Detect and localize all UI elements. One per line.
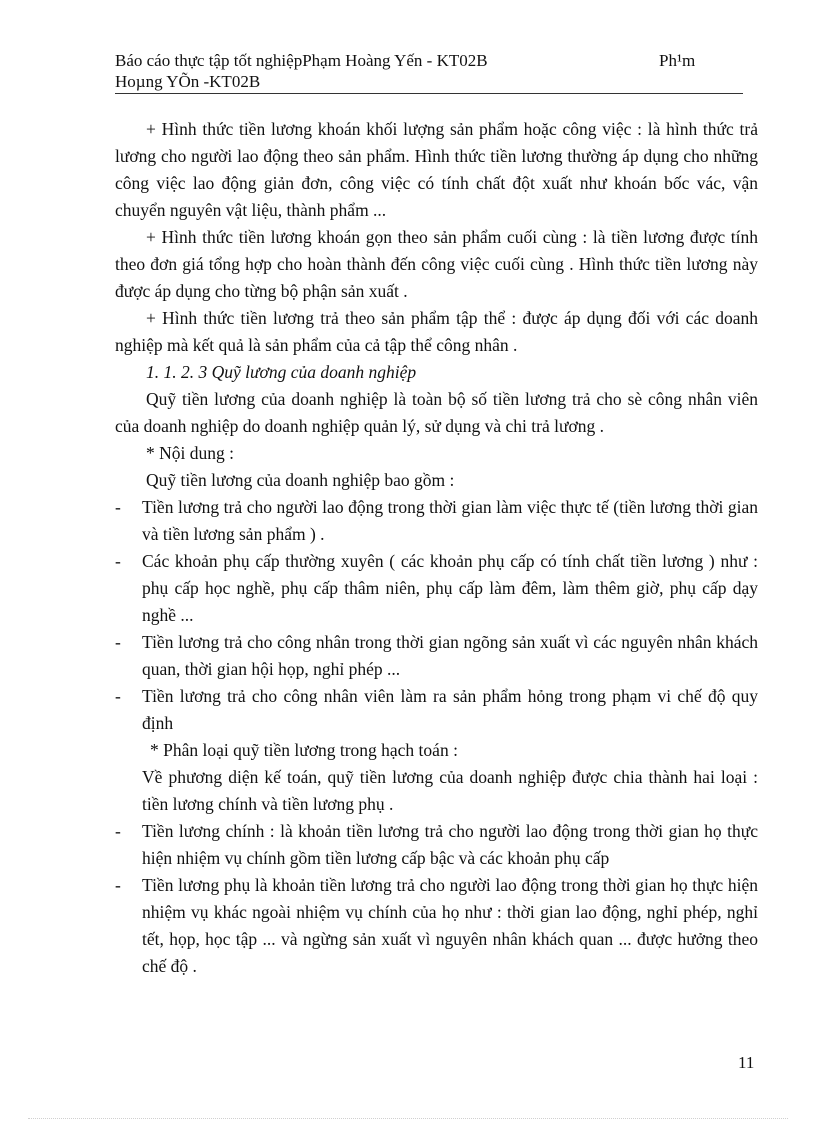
- bullet-dash: -: [115, 497, 121, 517]
- header-right-text: Ph¹m: [659, 51, 696, 70]
- list-item: [115, 629, 758, 683]
- bullet-dash: -: [115, 551, 121, 571]
- header-author-line: Hoµng YÕn -KT02B: [115, 72, 261, 91]
- bullet-dash: -: [115, 821, 121, 841]
- list-item: [115, 494, 758, 548]
- list-item-text: Tiền lương trả cho người lao động trong thời gian làm việc thực tế (tiền lương thời gian và tiền lương sản phẩm ) .: [142, 497, 758, 544]
- paragraph-quy-luong-definition: Quỹ tiền lương của doanh nghiệp là toàn bộ số tiền lương trả cho sè công nhân viên của doanh nghiệp do doanh nghiệp quản lý, sử dụng và chi trả lương .: [115, 389, 758, 436]
- list-item: [115, 548, 758, 629]
- list-item-text: Tiền lương phụ là khoản tiền lương trả cho người lao động trong thời gian họ thực hiện nhiệm vụ khác ngoài nhiệm vụ chính của họ như : thời gian lao động, nghỉ phép, nghỉ tết, họp, học tập ... và ngừng sản xuất vì nguyên nhân khách quan ... được hưởng theo chế độ .: [142, 875, 758, 976]
- section-heading: 1. 1. 2. 3 Quỹ lương của doanh nghiệp: [146, 362, 417, 382]
- list-item-text: Các khoản phụ cấp thường xuyên ( các khoản phụ cấp có tính chất tiền lương ) như : phụ cấp học nghề, phụ cấp thâm niên, phụ cấp làm đêm, làm thêm giờ, phụ cấp dạy nghề ...: [142, 551, 758, 625]
- phan-loai-label: * Phân loại quỹ tiền lương trong hạch toán :: [150, 740, 458, 760]
- list-item: [115, 872, 758, 980]
- header-line-1: [115, 50, 743, 71]
- paragraph-phuong-dien-ke-toan: Về phương diện kế toán, quỹ tiền lương của doanh nghiệp được chia thành hai loại : tiền lương chính và tiền lương phụ .: [142, 767, 758, 814]
- page-number: 11: [738, 1053, 755, 1072]
- list-item: [115, 683, 758, 737]
- header-report-title: Báo cáo thực tập tốt nghiệpPhạm Hoàng Yến - KT02B: [115, 51, 488, 70]
- noi-dung-label: * Nội dung :: [146, 443, 234, 463]
- header-divider: [115, 93, 743, 94]
- bao-gom-label: Quỹ tiền lương của doanh nghiệp bao gồm :: [146, 470, 455, 490]
- page-header: [115, 50, 743, 92]
- list-item-text: Tiền lương trả cho công nhân viên làm ra sản phẩm hỏng trong phạm vi chế độ quy định: [142, 686, 758, 733]
- paragraph-tap-the: + Hình thức tiền lương trả theo sản phẩm tập thể : được áp dụng đối với các doanh nghiệp mà kết quả là sản phẩm của cả tập thể công nhân .: [115, 308, 758, 355]
- bullet-dash: -: [115, 632, 121, 652]
- paragraph-khoan-gon: + Hình thức tiền lương khoán gọn theo sản phẩm cuối cùng : là tiền lương được tính theo đơn giá tổng hợp cho hoàn thành đến công việc cuối cùng . Hình thức tiền lương này được áp dụng cho từng bộ phận sản xuất .: [115, 227, 758, 301]
- paragraph-khoan-khoi-luong: + Hình thức tiền lương khoán khối lượng sản phẩm hoặc công việc : là hình thức trả lương cho người lao động theo sản phẩm. Hình thức tiền lương thường áp dụng cho những công việc lao động giản đơn, công việc có tính chất đột xuất như khoán bốc vác, vận chuyển nguyên vật liệu, thành phẩm ...: [115, 119, 758, 220]
- bullet-dash: -: [115, 686, 121, 706]
- list-item: [115, 818, 758, 872]
- bullet-dash: -: [115, 875, 121, 895]
- list-item-text: Tiền lương chính : là khoản tiền lương trả cho người lao động trong thời gian họ thực hiện nhiệm vụ chính gồm tiền lương cấp bậc và các khoản phụ cấp: [142, 821, 758, 868]
- page-bottom-edge: [28, 1118, 788, 1119]
- document-body: [115, 116, 758, 980]
- list-item-text: Tiền lương trả cho công nhân trong thời gian ngõng sản xuất vì các nguyên nhân khách quan, thời gian hội họp, nghỉ phép ...: [142, 632, 758, 679]
